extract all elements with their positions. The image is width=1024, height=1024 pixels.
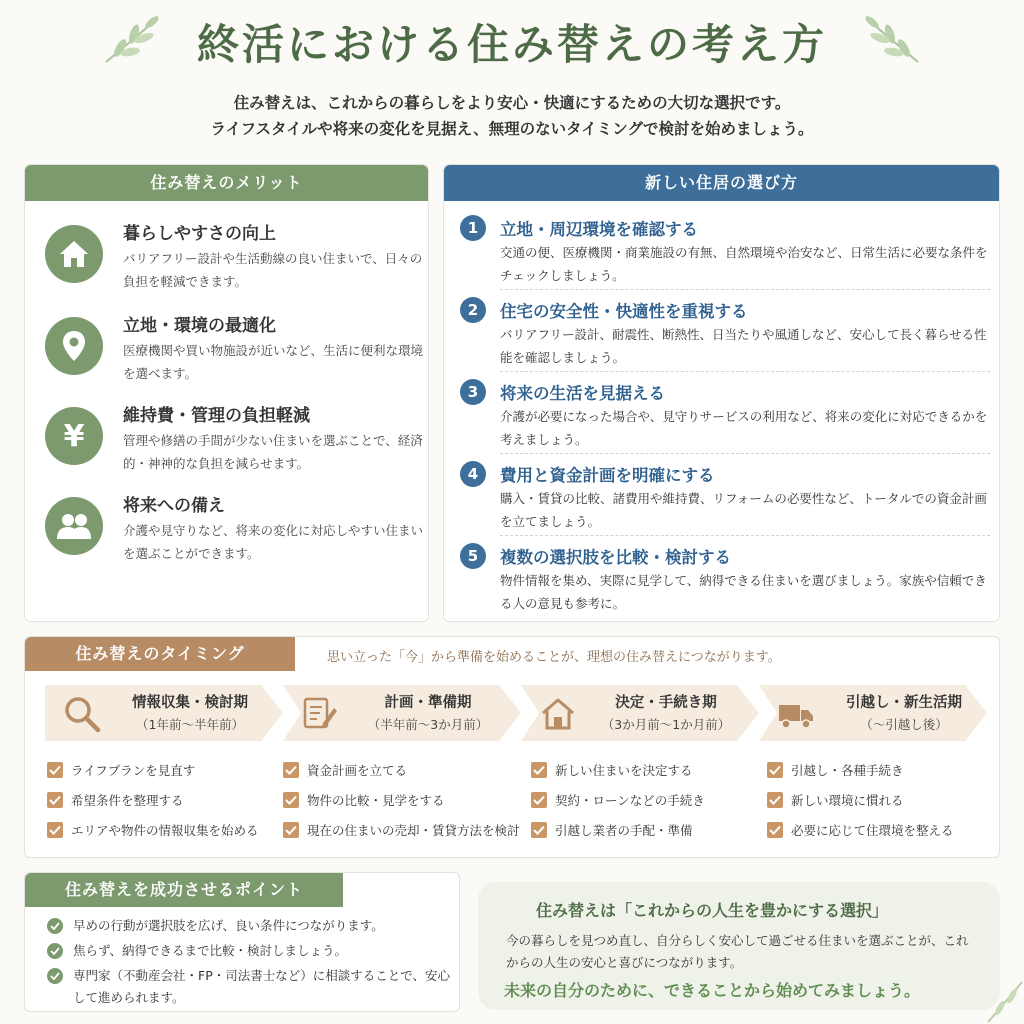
- step-number-badge: 5: [460, 543, 486, 569]
- page-title: 終活における住み替えの考え方: [196, 20, 827, 69]
- phase-name: 情報収集・検討期: [132, 695, 248, 711]
- merits-heading: 住み替えのメリット: [25, 165, 428, 201]
- step-title: 費用と資金計画を明確にする: [500, 466, 715, 485]
- merit-title: 暮らしやすさの向上: [123, 224, 276, 244]
- check-box-icon: [283, 822, 299, 838]
- yen-icon: ¥: [45, 407, 103, 465]
- task-item: 現在の住まいの売却・賃貸方法を検討: [283, 815, 520, 845]
- check-box-icon: [531, 792, 547, 808]
- check-box-icon: [283, 792, 299, 808]
- task-item: 必要に応じて住環境を整える: [767, 815, 954, 845]
- merit-desc: 管理や修繕の手間が少ない住まいを選ぶことで、経済的・神神的な負担を減らせます。: [123, 433, 423, 471]
- people-icon: [45, 497, 103, 555]
- timing-phase: [45, 685, 283, 741]
- step-number-badge: 4: [460, 461, 486, 487]
- step-title: 立地・周辺環境を確認する: [500, 220, 698, 239]
- merit-item: [45, 219, 425, 299]
- subtitle-line-1: 住み替えは、これからの暮らしをより安心・快適にするための大切な選択です。: [233, 94, 791, 112]
- closing-body: 今の暮らしを見つめ直し、自分らしく安心して過ごせる住まいを選ぶことが、これからの人生の安心と喜びにつながります。: [506, 933, 969, 970]
- task-item: 希望条件を整理する: [47, 785, 259, 815]
- phase-task-list: [767, 755, 954, 845]
- check-box-icon: [47, 822, 63, 838]
- check-box-icon: [767, 762, 783, 778]
- task-item: 新しい住まいを決定する: [531, 755, 705, 785]
- tips-list: [47, 915, 453, 1012]
- tips-heading: 住み替えを成功させるポイント: [25, 873, 343, 907]
- house-icon: [45, 225, 103, 283]
- selection-step: [460, 215, 988, 295]
- timing-phase: [759, 685, 987, 741]
- merits-card: [24, 164, 429, 622]
- task-item: 引越し業者の手配・準備: [531, 815, 705, 845]
- phase-task-list: [531, 755, 705, 845]
- step-divider: [500, 289, 990, 290]
- step-desc: 物件情報を集め、実際に見学して、納得できる住まいを選びましょう。家族や信頼できる人の意見も参考に。: [500, 573, 987, 611]
- check-box-icon: [767, 822, 783, 838]
- check-box-icon: [47, 792, 63, 808]
- timing-heading: 住み替えのタイミング: [25, 637, 295, 671]
- phase-range: （1年前～半年前）: [136, 717, 244, 732]
- phase-name: 決定・手続き期: [615, 695, 717, 711]
- check-box-icon: [531, 762, 547, 778]
- selection-step: [460, 297, 985, 377]
- step-number-badge: 3: [460, 379, 486, 405]
- check-box-icon: [767, 792, 783, 808]
- check-circle-icon: [47, 918, 63, 934]
- merit-title: 立地・環境の最適化: [123, 316, 276, 336]
- merit-desc: バリアフリー設計や生活動線の良い住まいで、日々の負担を軽減できます。: [123, 251, 423, 289]
- step-number-badge: 1: [460, 215, 486, 241]
- step-divider: [500, 453, 990, 454]
- tip-item: 早めの行動が選択肢を広げ、良い条件につながります。: [47, 915, 453, 937]
- selection-step: [460, 461, 985, 541]
- timing-phase: [283, 685, 521, 741]
- merit-item: [45, 311, 425, 391]
- closing-panel: [478, 882, 1000, 1010]
- merit-desc: 医療機関や買い物施設が近いなど、生活に便利な環境を選べます。: [123, 343, 424, 381]
- page-subtitle: [0, 90, 1024, 142]
- selection-step: [460, 543, 985, 623]
- closing-heading: 住み替えは「これからの人生を豊かにする選択」: [535, 901, 888, 920]
- phase-task-list: [47, 755, 259, 845]
- phase-range: （～引越し後）: [860, 717, 948, 732]
- step-divider: [500, 371, 990, 372]
- tip-item: 専門家（不動産会社・FP・司法書士など）に相談することで、安心して進められます。: [47, 965, 453, 1009]
- selection-step: [460, 379, 988, 459]
- phase-range: （半年前～3か月前）: [367, 717, 489, 732]
- check-circle-icon: [47, 943, 63, 959]
- subtitle-line-2: ライフスタイルや将来の変化を見据え、無理のないタイミングで検討を始めましょう。: [210, 120, 814, 138]
- task-item: 引越し・各種手続き: [767, 755, 954, 785]
- tips-card: [24, 872, 460, 1012]
- check-box-icon: [47, 762, 63, 778]
- phase-name: 引越し・新生活期: [846, 695, 962, 711]
- step-title: 将来の生活を見据える: [500, 384, 665, 403]
- tip-item: 焦らず、納得できるまで比較・検討しましょう。: [47, 940, 453, 962]
- timing-note: 思い立った「今」から準備を始めることが、理想の住み替えにつながります。: [327, 650, 781, 665]
- step-desc: バリアフリー設計、耐震性、断熱性、日当たりや風通しなど、安心して長く暮らせる性能を確認しましょう。: [500, 327, 987, 365]
- step-title: 複数の選択肢を比較・検討する: [500, 548, 731, 567]
- step-title: 住宅の安全性・快適性を重視する: [500, 302, 748, 321]
- step-desc: 購入・賃貸の比較、諸費用や維持費、リフォームの必要性など、トータルでの資金計画を立てましょう。: [500, 491, 987, 529]
- document-pen-icon: [301, 695, 339, 733]
- merit-item: [45, 401, 425, 481]
- task-item: 物件の比較・見学をする: [283, 785, 520, 815]
- timing-card: [24, 636, 1000, 858]
- merit-title: 将来への備え: [123, 496, 225, 516]
- check-box-icon: [531, 822, 547, 838]
- phase-name: 計画・準備期: [384, 695, 472, 711]
- house-outline-icon: [539, 695, 577, 733]
- timing-phase: [521, 685, 759, 741]
- step-number-badge: 2: [460, 297, 486, 323]
- step-divider: [500, 535, 990, 536]
- task-item: エリアや物件の情報収集を始める: [47, 815, 259, 845]
- task-item: 契約・ローンなどの手続き: [531, 785, 705, 815]
- merit-desc: 介護や見守りなど、将来の変化に対応しやすい住まいを選ぶことができます。: [123, 523, 424, 561]
- merit-title: 維持費・管理の負担軽減: [123, 406, 310, 426]
- magnifier-icon: [63, 695, 101, 733]
- check-box-icon: [283, 762, 299, 778]
- merit-item: [45, 491, 425, 571]
- step-desc: 交通の便、医療機関・商業施設の有無、自然環境や治安など、日常生活に必要な条件をチェックしましょう。: [500, 245, 988, 283]
- truck-icon: [777, 695, 815, 733]
- selection-heading: 新しい住居の選び方: [444, 165, 999, 201]
- phase-task-list: [283, 755, 520, 845]
- closing-emphasis: 未来の自分のために、できることから始めてみましょう。: [504, 981, 921, 1000]
- leaf-corner-icon: [984, 978, 1024, 1024]
- phase-range: （3か月前～1か月前）: [601, 717, 731, 732]
- location-pin-icon: [45, 317, 103, 375]
- task-item: ライフプランを見直す: [47, 755, 259, 785]
- step-desc: 介護が必要になった場合や、見守りサービスの利用など、将来の変化に対応できるかを考えましょう。: [500, 409, 988, 447]
- task-item: 資金計画を立てる: [283, 755, 520, 785]
- task-item: 新しい環境に慣れる: [767, 785, 954, 815]
- selection-card: [443, 164, 1000, 622]
- check-circle-icon: [47, 968, 63, 984]
